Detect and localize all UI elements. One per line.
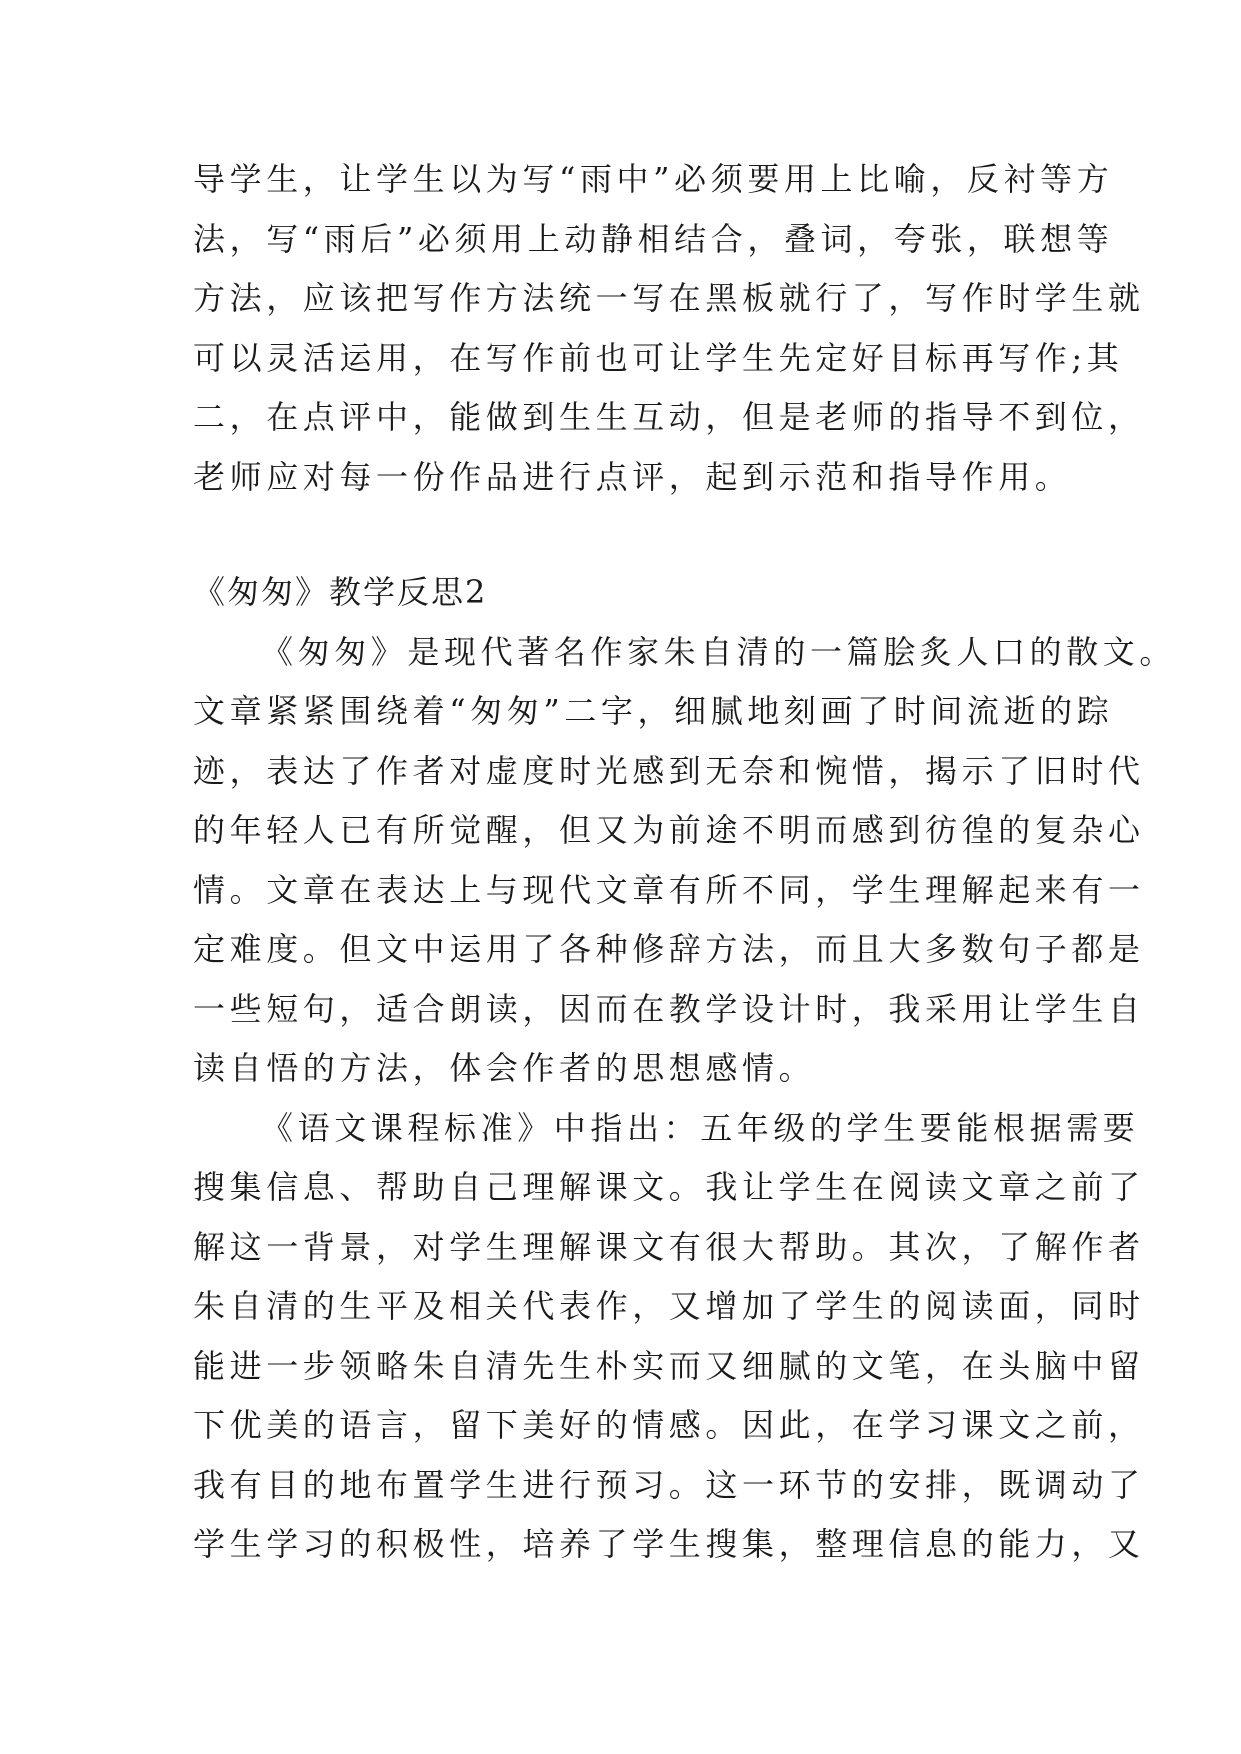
text-line: 解这一背景，对学生理解课文有很大帮助。其次，了解作者 [193, 1227, 1145, 1266]
text-line: 朱自清的生平及相关代表作，又增加了学生的阅读面，同时 [193, 1287, 1145, 1325]
text-line: 老师应对每一份作品进行点评，起到示范和指导作用。 [193, 457, 1072, 496]
text-line: 一些短句，适合朗读，因而在教学设计时，我采用让学生自 [193, 989, 1145, 1028]
text-line: 《匆匆》是现代著名作家朱自清的一篇脍炙人口的散文。 [261, 632, 1177, 671]
text-line: 学生学习的积极性，培养了学生搜集，整理信息的能力，又 [193, 1525, 1145, 1563]
text-line: 二，在点评中，能做到生生互动，但是老师的指导不到位， [193, 398, 1145, 436]
text-line: 迹，表达了作者对虚度时光感到无奈和惋惜，揭示了旧时代 [193, 751, 1145, 790]
text-line: 下优美的语言，留下美好的情感。因此，在学习课文之前， [193, 1406, 1145, 1444]
text-line: 文章紧紧围绕着“匆匆”二字，细腻地刻画了时间流逝的踪 [193, 692, 1114, 730]
text-line: 我有目的地布置学生进行预习。这一环节的安排，既调动了 [193, 1465, 1145, 1504]
text-line: 可以灵活运用，在写作前也可让学生先定好目标再写作;其 [193, 338, 1124, 377]
paragraph-gap [193, 507, 1053, 563]
text-line: 定难度。但文中运用了各种修辞方法，而且大多数句子都是 [193, 930, 1145, 968]
text-line: 能进一步领略朱自清先生朴实而又细腻的文笔，在头脑中留 [193, 1346, 1145, 1385]
section-heading-text: 《匆匆》教学反思2 [193, 573, 488, 611]
standard-paragraph [193, 1099, 1145, 1575]
text-line: 方法，应该把写作方法统一写在黑板就行了，写作时学生就 [193, 279, 1145, 317]
text-line: 读自悟的方法，体会作者的思想感情。 [193, 1049, 816, 1087]
section-heading [193, 563, 1053, 623]
text-line: 搜集信息、帮助自己理解课文。我让学生在阅读文章之前了 [193, 1168, 1145, 1206]
text-line: 的年轻人已有所觉醒，但又为前途不明而感到彷徨的复杂心 [193, 811, 1145, 849]
document-body [193, 150, 1177, 1575]
text-line: 导学生，让学生以为写“雨中”必须要用上比喻，反衬等方 [193, 160, 1114, 198]
continued-paragraph [193, 150, 1145, 507]
text-line: 情。文章在表达上与现代文章有所不同，学生理解起来有一 [193, 870, 1145, 909]
text-line: 《语文课程标准》中指出：五年级的学生要能根据需要 [261, 1108, 1140, 1147]
intro-paragraph [193, 623, 1177, 1099]
text-line: 法，写“雨后”必须用上动静相结合，叠词，夸张，联想等 [193, 219, 1114, 258]
